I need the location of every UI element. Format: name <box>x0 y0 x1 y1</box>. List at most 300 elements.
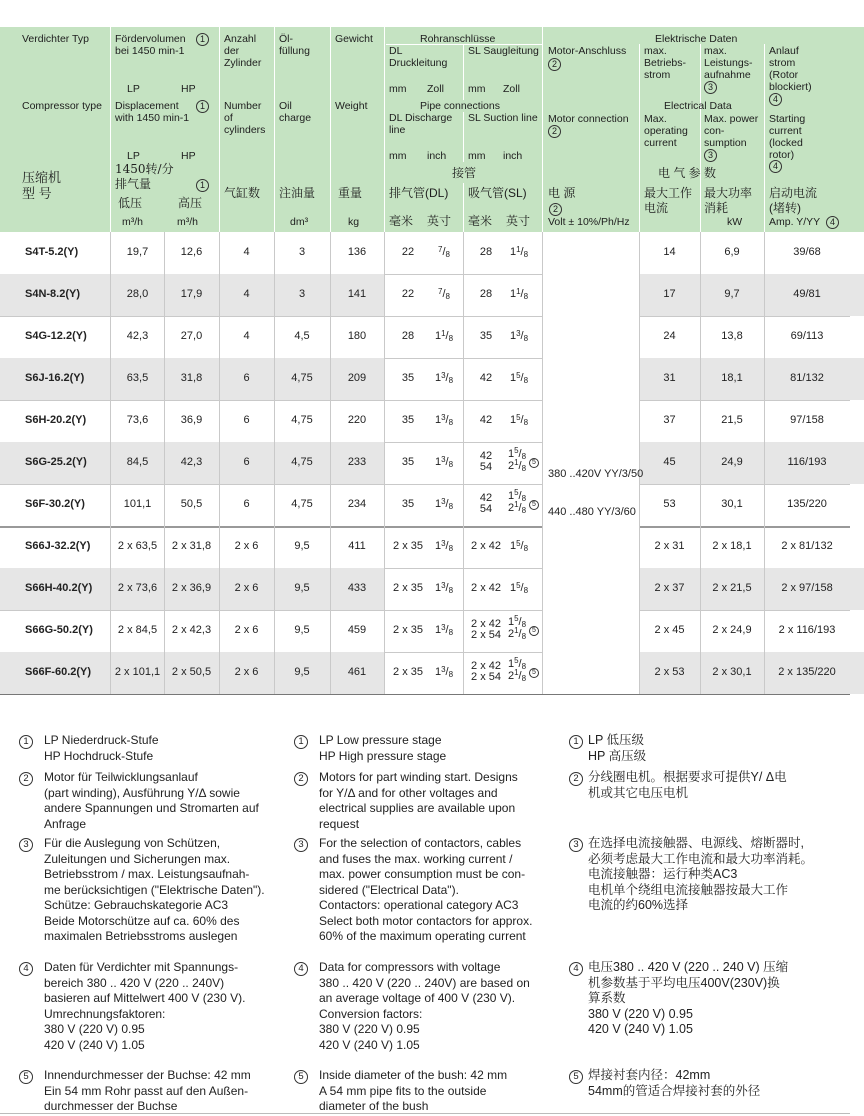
fraction-whole: 1 <box>507 490 515 502</box>
dl-inch-value <box>426 540 462 553</box>
footnote-line-en: Data for compressors with voltage <box>319 960 501 974</box>
oil-value: 3 <box>298 246 306 258</box>
fraction: $2^1/8$ <box>507 500 527 515</box>
cylinders-value: 2 x 6 <box>234 666 259 678</box>
model-name: S66H-40.2(Y) <box>25 582 93 594</box>
cyl-en: Number of cylinders <box>224 100 266 136</box>
disp-hp: HP <box>181 150 196 162</box>
pipe-sl-en: SL Suction line <box>468 112 538 124</box>
fraction-numerator: 1 <box>514 626 519 635</box>
sl-inch-value <box>502 330 536 343</box>
weight-de: Gewicht <box>335 33 373 45</box>
header-divider <box>463 112 464 162</box>
max-current-value: 2 x 45 <box>654 624 685 636</box>
fraction-numerator: 3 <box>441 623 446 632</box>
header-divider <box>639 44 640 232</box>
fraction: $^7$/8 <box>438 245 450 259</box>
column-divider <box>384 232 385 694</box>
max-current-value: 24 <box>663 330 676 342</box>
footnote-line-de: (part winding), Ausführung Y/Δ sowie <box>44 785 240 800</box>
motor-unit: Volt ± 10%/Ph/Hz <box>548 216 630 228</box>
footnote-line-de: Betriebsstrom / max. Leistungsaufnah- <box>44 867 250 881</box>
pipe-inch: inch <box>427 150 447 162</box>
hp-value: 2 x 42,3 <box>171 624 212 636</box>
dl-inch-value <box>426 582 462 595</box>
fraction-numerator: 3 <box>516 329 521 338</box>
max-power-value: 2 x 21,5 <box>712 582 752 594</box>
max-power-value: 18,1 <box>721 372 743 384</box>
footnote-number: 3 <box>19 838 33 852</box>
dl-mm-value: 35 <box>401 498 415 510</box>
fraction-denominator: 8 <box>448 544 454 553</box>
disp-en2: with 1450 min-1 <box>115 112 190 124</box>
fraction: $1^5/8$ <box>507 656 527 671</box>
fraction-whole: 1 <box>434 330 442 342</box>
footnote-line-de: basieren auf Mittelwert 400 V (230 V). <box>44 991 246 1005</box>
fraction-denominator: 8 <box>521 674 527 683</box>
fraction: $2^1/8$ <box>507 458 527 473</box>
header-divider <box>542 27 543 232</box>
oil-value: 9,5 <box>294 666 310 678</box>
fraction-numerator: 3 <box>441 539 446 548</box>
fraction-denominator: 8 <box>521 464 527 473</box>
starting-current-value: 49/81 <box>793 288 821 300</box>
hp-value: 31,8 <box>180 372 203 384</box>
fraction: $2^1/8$ <box>507 626 527 641</box>
cyl-de: Anzahl der Zylinder <box>224 33 262 69</box>
starting-current-value: 116/193 <box>787 456 827 468</box>
dl-mm-value: 35 <box>401 456 415 468</box>
hp-value: 50,5 <box>180 498 203 510</box>
header-divider <box>764 44 765 232</box>
start-en: Starting current (locked rotor) <box>769 113 806 161</box>
footnote-number: 2 <box>294 772 308 786</box>
fraction-whole: 1 <box>509 372 517 384</box>
starting-current-value: 2 x 97/158 <box>781 582 833 594</box>
footnote-line-cn: 焊接衬套内径：42mm <box>588 1068 711 1082</box>
oil-value: 3 <box>298 288 306 300</box>
footnote-number: 1 <box>19 735 33 749</box>
pipe-dl-en: DL Discharge line <box>389 112 453 136</box>
oil-value: 4,75 <box>291 414 313 426</box>
hp-value: 2 x 36,9 <box>171 582 212 594</box>
fraction: $1^5/8$ <box>507 488 527 503</box>
row-divider <box>639 610 850 611</box>
fraction-denominator: 8 <box>523 544 529 553</box>
sl-inch-value <box>502 372 536 385</box>
footnote-line-cn: 在选择电流接触器、电源线、熔断器时, <box>588 836 804 850</box>
disp-hp: HP <box>181 83 196 95</box>
fraction-whole: 1 <box>507 616 515 628</box>
footnote-line-cn: 电机单个绕组电流接触器按最大工作 <box>588 882 789 897</box>
header-divider <box>463 44 464 100</box>
footnote-ref-5: 5 <box>529 668 539 678</box>
column-divider <box>219 232 220 694</box>
starting-current-value: 39/68 <box>793 246 821 258</box>
footnote-line-en: electrical supplies are available upon <box>319 801 516 815</box>
pipe-inch-cn: 英寸 <box>506 214 531 228</box>
fraction-whole: 1 <box>434 456 442 468</box>
column-divider <box>700 232 701 694</box>
disp-de2: bei 1450 min-1 <box>115 45 185 57</box>
sl-mm-value-2: 54 <box>479 461 493 473</box>
fraction: $1^5/8$ <box>509 539 529 553</box>
disp-unit: m³/h <box>177 216 198 228</box>
fraction-whole: 1 <box>434 624 442 636</box>
footnote-line-de: andere Spannungen und Stromarten auf <box>44 801 259 815</box>
fraction: $1^3/8$ <box>434 497 454 511</box>
footnote-number: 5 <box>19 1070 33 1084</box>
header-divider <box>700 44 701 232</box>
fraction-numerator: 5 <box>514 656 519 665</box>
footnote-line-de: LP Niederdruck-Stufe <box>44 733 159 747</box>
fraction: $1^5/8$ <box>509 371 529 385</box>
disp-high-cn: 高压 <box>178 196 203 210</box>
elec-en: Electrical Data <box>664 100 732 112</box>
model-name: S4G-12.2(Y) <box>25 330 87 342</box>
fraction-denominator: 8 <box>521 494 527 503</box>
footnote-line-de: Beide Motorschütze auf ca. 60% des <box>44 913 240 928</box>
model-name: S66J-32.2(Y) <box>25 540 91 552</box>
footnote-line-cn: 420 V (240 V) 1.05 <box>588 1022 693 1036</box>
lp-value: 19,7 <box>126 246 149 258</box>
fraction-numerator: 5 <box>516 371 521 380</box>
footnote-line-en: 420 V (240 V) 1.05 <box>319 1037 420 1052</box>
fraction-denominator: 8 <box>523 334 529 343</box>
row-divider <box>639 484 850 485</box>
typ-en: Compressor type <box>22 100 102 112</box>
cylinders-value: 6 <box>243 456 250 468</box>
dl-inch-value <box>426 498 462 511</box>
footnote-line-cn: 必须考虑最大工作电流和最大功率消耗。 <box>588 851 814 866</box>
fraction-whole: 1 <box>434 540 442 552</box>
footnote-line-de: Ein 54 mm Rohr passt auf den Außen- <box>44 1083 249 1098</box>
fraction-numerator: 3 <box>441 665 446 674</box>
hp-value: 17,9 <box>180 288 203 300</box>
lp-value: 2 x 84,5 <box>117 624 158 636</box>
model-name: S66G-50.2(Y) <box>25 624 93 636</box>
column-divider <box>463 232 464 694</box>
fraction-whole: 1 <box>434 666 442 678</box>
fraction-whole: 1 <box>507 658 515 670</box>
footnote-ref-4: 4 <box>769 93 782 106</box>
motor-de: Motor-Anschluss <box>548 45 627 57</box>
weight-value: 411 <box>348 540 366 552</box>
footnote-ref-1: 1 <box>196 100 209 113</box>
start-unit: Amp. Y/YY <box>769 216 821 228</box>
footnote-line-de: me berücksichtigen ("Elektrische Daten"). <box>44 882 265 897</box>
footnote-line-de: maximalen Betriebsstroms auslegen <box>44 929 238 943</box>
fraction: $1^3/8$ <box>434 665 454 679</box>
dl-mm-value: 35 <box>401 414 415 426</box>
row-divider <box>0 610 542 611</box>
lp-value: 63,5 <box>126 372 149 384</box>
max-power-value: 2 x 30,1 <box>712 666 752 678</box>
fraction: $1^5/8$ <box>507 614 527 629</box>
pipe-dl-de: DL Druckleitung <box>389 45 448 69</box>
footnote-line-cn: 电压380 .. 420 V (220 .. 240 V) 压缩 <box>588 960 789 974</box>
oil-value: 4,5 <box>294 330 310 342</box>
fraction-denominator: 8 <box>523 292 529 301</box>
pipe-mm: mm <box>389 83 407 95</box>
sl-inch-value-2 <box>506 670 528 683</box>
max-current-value: 45 <box>663 456 676 468</box>
footnote-line-en: and fuses the max. working current / <box>319 851 513 866</box>
fraction-numerator: 1 <box>514 500 519 509</box>
column-divider <box>164 232 165 694</box>
fraction-numerator: 1 <box>516 245 521 254</box>
row-divider <box>0 484 542 485</box>
pipe-inch: inch <box>503 150 523 162</box>
footnote-line-de: Schütze: Gebrauchskategorie AC3 <box>44 898 229 912</box>
cylinders-value: 2 x 6 <box>234 624 259 636</box>
weight-value: 233 <box>347 456 367 468</box>
power-de: max. Leistungs-aufnahme <box>704 45 753 81</box>
starting-current-value: 2 x 135/220 <box>778 666 836 678</box>
fraction: $1^3/8$ <box>509 329 529 343</box>
fraction-denominator: 8 <box>523 250 529 259</box>
footnote-line-de: bereich 380 .. 420 V (220 .. 240V) <box>44 975 225 990</box>
sl-mm-value-2: 54 <box>479 503 493 515</box>
hp-value: 2 x 50,5 <box>171 666 212 678</box>
column-divider <box>274 232 275 694</box>
oil-value: 9,5 <box>294 582 310 594</box>
max-power-value: 6,9 <box>724 246 740 258</box>
sl-mm-value-2: 2 x 54 <box>471 629 501 641</box>
fraction: $1^5/8$ <box>509 581 529 595</box>
footnote-line-en: For the selection of contactors, cables <box>319 836 522 850</box>
pipe-mm-cn: 毫米 <box>389 214 414 228</box>
disp-en1: Displacement <box>115 100 179 112</box>
max-power-value: 21,5 <box>721 414 743 426</box>
sl-inch-value <box>502 414 536 427</box>
fraction: $1^1/8$ <box>434 329 454 343</box>
footnote-line-en: LP Low pressure stage <box>319 733 442 747</box>
fraction-whole: 1 <box>509 582 517 594</box>
fraction-numerator: 1 <box>514 458 519 467</box>
fraction-denominator: 8 <box>448 460 454 469</box>
oil-value: 4,75 <box>291 372 313 384</box>
lp-value: 28,0 <box>126 288 149 300</box>
fraction: $2^1/8$ <box>507 668 527 683</box>
curr-de: max. Betriebs-strom <box>644 45 687 81</box>
disp-cn1: 1450转/分 <box>115 162 174 176</box>
lp-value: 2 x 73,6 <box>117 582 158 594</box>
footnote-ref-1: 1 <box>196 179 209 192</box>
max-current-value: 2 x 37 <box>654 582 685 594</box>
max-current-value: 14 <box>663 246 676 258</box>
max-power-value: 2 x 18,1 <box>712 540 752 552</box>
footnote-line-de: Innendurchmesser der Buchse: 42 mm <box>44 1068 251 1082</box>
header-divider <box>463 183 464 232</box>
column-divider <box>542 232 543 694</box>
fraction-whole: 1 <box>509 246 517 258</box>
footnote-line-en: an average voltage of 400 V (230 V). <box>319 991 516 1005</box>
row-divider <box>639 526 850 528</box>
fraction: $1^3/8$ <box>434 539 454 553</box>
disp-lp: LP <box>127 150 140 162</box>
fraction-denominator: 8 <box>521 620 527 629</box>
oil-value: 4,75 <box>291 456 313 468</box>
footnote-line-en: Select both motor contactors for approx. <box>319 913 533 928</box>
weight-value: 461 <box>347 666 367 678</box>
footnote-line-de: Daten für Verdichter mit Spannungs- <box>44 960 239 974</box>
fraction-whole: 2 <box>507 502 515 514</box>
footnote-line-de: Motor für Teilwicklungsanlauf <box>44 770 198 784</box>
footnote-line-en: Inside diameter of the bush: 42 mm <box>319 1068 508 1082</box>
footnote-line-de: 380 V (220 V) 0.95 <box>44 1022 145 1036</box>
dl-inch-value <box>426 414 462 427</box>
cylinders-value: 2 x 6 <box>234 540 259 552</box>
model-name: S4T-5.2(Y) <box>25 246 79 258</box>
fraction-denominator: 8 <box>521 506 527 515</box>
footnote-line-en: Motors for part winding start. Designs <box>319 770 518 784</box>
footnote-line-cn: 算系数 <box>588 991 626 1005</box>
curr-en: Max. operating current <box>644 113 688 149</box>
weight-value: 220 <box>347 414 367 426</box>
fraction-whole: 1 <box>434 372 442 384</box>
fraction-denominator: 8 <box>448 376 454 385</box>
fraction: $1^5/8$ <box>507 446 527 461</box>
cyl-cn: 气缸数 <box>224 186 261 200</box>
oil-en: Oil charge <box>279 100 312 124</box>
weight-value: 234 <box>347 498 367 510</box>
max-power-value: 30,1 <box>721 498 743 510</box>
sl-mm-value: 28 <box>479 288 493 300</box>
sl-mm-value: 2 x 42 <box>471 540 501 552</box>
weight-value: 180 <box>347 330 367 342</box>
fraction-whole: 1 <box>507 448 515 460</box>
cylinders-value: 4 <box>243 288 250 300</box>
max-power-value: 2 x 24,9 <box>712 624 752 636</box>
weight-value: 459 <box>347 624 367 636</box>
elec-de: Elektrische Daten <box>655 33 738 45</box>
dl-inch-value <box>426 288 462 301</box>
disp-lp: LP <box>127 83 140 95</box>
voltage-option-2: 440 ..480 YY/3/60 <box>548 506 636 518</box>
footnote-line-de: Anfrage <box>44 816 87 831</box>
footnote-line-cn: 机或其它电压电机 <box>588 785 689 800</box>
sl-mm-value-2: 2 x 54 <box>471 671 501 683</box>
fraction-whole: 1 <box>509 540 517 552</box>
footnote-line-cn: 380 V (220 V) 0.95 <box>588 1006 693 1021</box>
footnote-number: 3 <box>569 838 583 852</box>
fraction: $1^1/8$ <box>509 245 529 259</box>
hp-value: 36,9 <box>180 414 203 426</box>
max-power-value: 9,7 <box>724 288 740 300</box>
table-bottom-border <box>0 694 850 695</box>
footnote-line-en: max. power consumption must be con- <box>319 867 526 881</box>
sl-mm-value: 2 x 42 <box>471 660 501 672</box>
lp-value: 42,3 <box>126 330 149 342</box>
header-divider <box>110 27 111 232</box>
footnote-ref-5: 5 <box>529 458 539 468</box>
fraction-numerator: 1 <box>516 287 521 296</box>
start-cn: 启动电流(堵转) <box>769 186 818 215</box>
fraction-denominator: 8 <box>448 628 454 637</box>
pipe-mm: mm <box>468 150 486 162</box>
sl-inch-value-2 <box>506 502 528 515</box>
hp-value: 42,3 <box>180 456 203 468</box>
fraction-denominator: 8 <box>521 632 527 641</box>
oil-value: 9,5 <box>294 540 310 552</box>
dl-mm-value: 28 <box>401 330 415 342</box>
fraction-whole: 1 <box>434 582 442 594</box>
starting-current-value: 135/220 <box>787 498 827 510</box>
weight-en: Weight <box>335 100 368 112</box>
pipe-zoll: Zoll <box>503 83 520 95</box>
footnote-line-de: Zuleitungen und Sicherungen max. <box>44 851 231 866</box>
cylinders-value: 6 <box>243 498 250 510</box>
page-bottom-rule <box>0 1113 850 1114</box>
model-name: S6H-20.2(Y) <box>25 414 87 426</box>
dl-mm-value: 22 <box>401 288 415 300</box>
footnote-line-de: 420 V (240 V) 1.05 <box>44 1037 145 1052</box>
footnote-ref-2: 2 <box>549 203 562 216</box>
row-divider <box>0 526 542 528</box>
dl-inch-value <box>426 456 462 469</box>
fraction: $1^3/8$ <box>434 623 454 637</box>
fraction-whole: 1 <box>434 414 442 426</box>
footnote-line-en: Contactors: operational category AC3 <box>319 898 519 912</box>
starting-current-value: 69/113 <box>790 330 824 342</box>
footnote-line-cn: 54mm的管适合焊接衬套的外径 <box>588 1083 761 1098</box>
lp-value: 101,1 <box>123 498 152 510</box>
fraction-whole: 2 <box>507 460 515 472</box>
footnote-line-en: request <box>319 816 360 831</box>
voltage-option-1: 380 ..420V YY/3/50 <box>548 468 644 480</box>
fraction: $1^3/8$ <box>434 455 454 469</box>
oil-cn: 注油量 <box>279 186 316 200</box>
header-divider <box>274 27 275 232</box>
max-current-value: 2 x 53 <box>654 666 685 678</box>
typ-cn2: 型 号 <box>22 186 52 201</box>
cylinders-value: 2 x 6 <box>234 582 259 594</box>
footnote-line-en: for Y/Δ and for other voltages and <box>319 785 498 800</box>
pipe-mm: mm <box>389 150 407 162</box>
cylinders-value: 4 <box>243 246 250 258</box>
fraction-numerator: 5 <box>514 614 519 623</box>
footnote-line-de: durchmesser der Buchse <box>44 1099 178 1113</box>
hp-value: 2 x 31,8 <box>171 540 212 552</box>
fraction-denominator: 8 <box>448 502 454 511</box>
column-divider <box>764 232 765 694</box>
fraction-numerator: 3 <box>441 371 446 380</box>
sl-mm-value: 28 <box>479 246 493 258</box>
dl-inch-value <box>426 330 462 343</box>
column-divider <box>110 232 111 694</box>
max-current-value: 17 <box>663 288 676 300</box>
disp-low-cn: 低压 <box>118 196 143 210</box>
fraction-numerator: 3 <box>441 455 446 464</box>
fraction-denominator: 8 <box>521 662 527 671</box>
footnote-number: 1 <box>569 735 583 749</box>
footnote-line-cn: 电流接触器：运行种类AC3 <box>588 867 738 881</box>
dl-inch-value <box>426 372 462 385</box>
fraction-denominator: 8 <box>448 334 454 343</box>
footnote-line-cn: 分线圈电机。根据要求可提供Y/ Δ电 <box>588 770 787 784</box>
model-name: S6F-30.2(Y) <box>25 498 85 510</box>
footnote-line-de: Umrechnungsfaktoren: <box>44 1006 166 1021</box>
fraction-whole: 1 <box>434 498 442 510</box>
dl-inch-value <box>426 246 462 259</box>
motor-en: Motor connection <box>548 113 629 125</box>
pipe-zoll: Zoll <box>427 83 444 95</box>
starting-current-value: 2 x 116/193 <box>778 624 836 636</box>
power-cn: 最大功率消耗 <box>704 186 753 215</box>
fraction-denominator: 8 <box>445 292 450 301</box>
weight-value: 136 <box>347 246 367 258</box>
